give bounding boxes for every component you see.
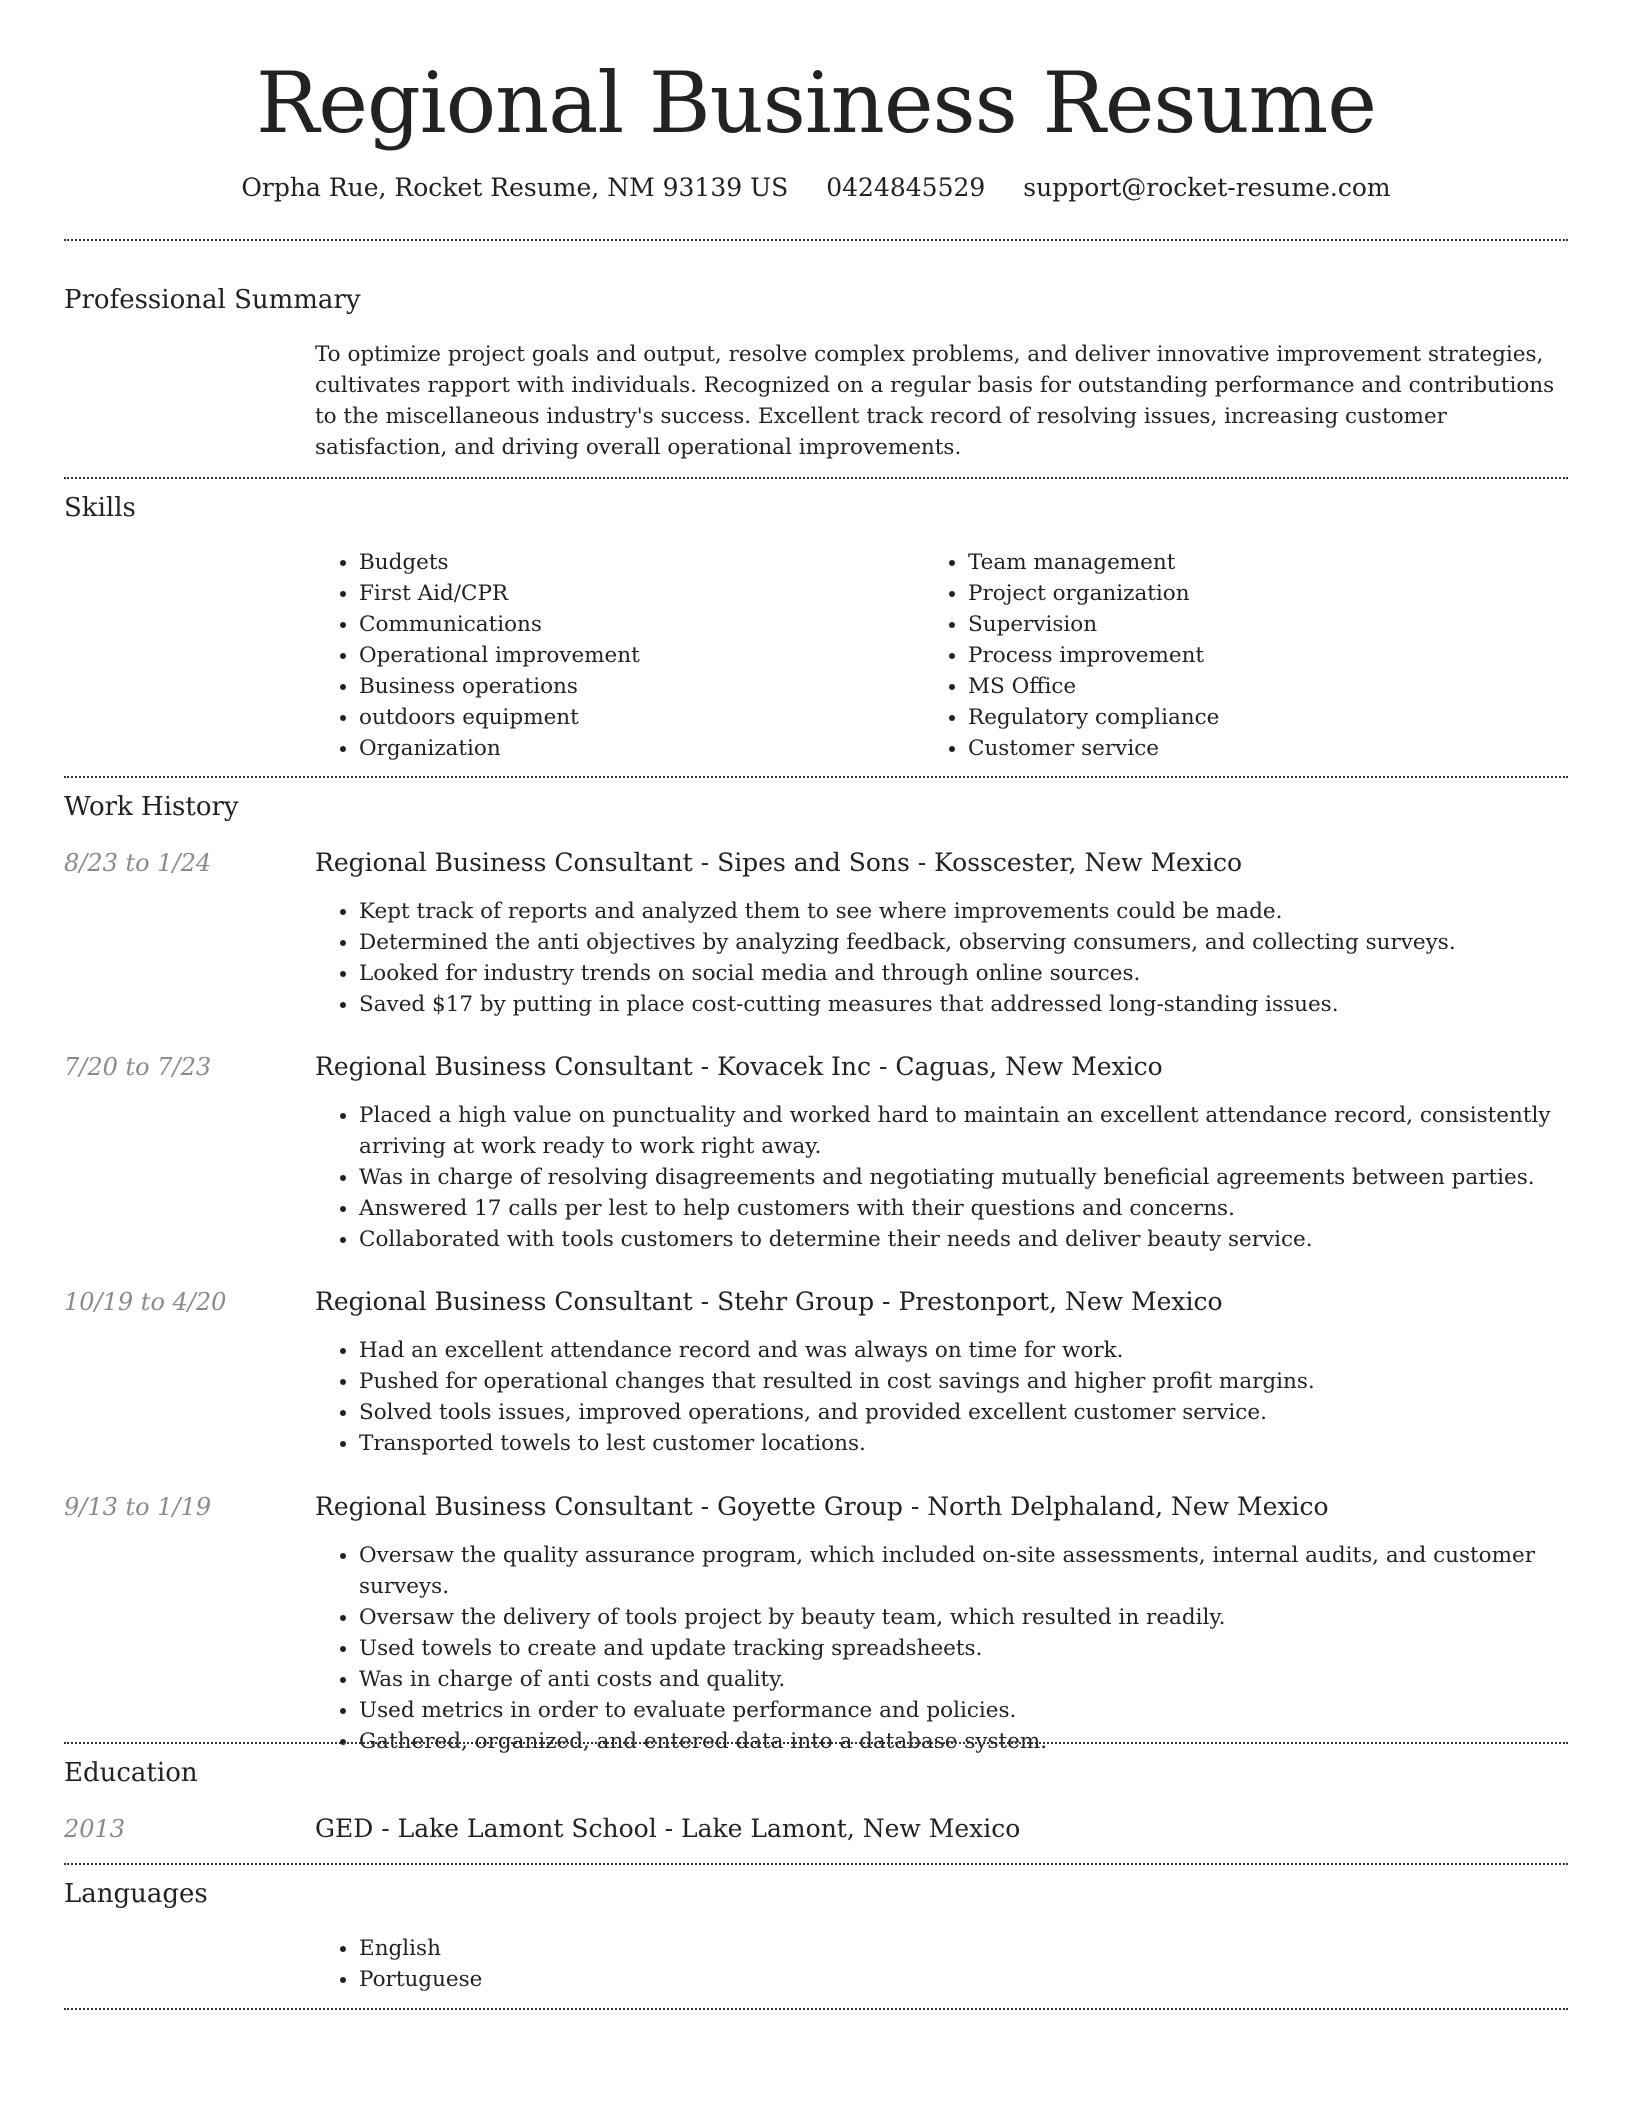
education-entry: GED - Lake Lamont School - Lake Lamont, New Mexico [315, 1814, 1021, 1843]
job-bullet: • Had an excellent attendance record and was always on time for work. [359, 1335, 1565, 1366]
contact-phone: 0424845529 [826, 173, 986, 202]
job-bullet: • Gathered, organized, and entered data into a database system. [359, 1726, 1565, 1757]
section-title-skills: Skills [64, 493, 136, 523]
job-dates: 7/20 to 7/23 [64, 1053, 212, 1081]
job-title: Regional Business Consultant - Goyette Group - North Delphaland, New Mexico [315, 1492, 1329, 1521]
skill-item: • outdoors equipment [359, 702, 915, 733]
skill-item: • MS Office [968, 671, 1524, 702]
job-bullet: • Oversaw the delivery of tools project by beauty team, which resulted in readily. [359, 1602, 1565, 1633]
skill-item: • Communications [359, 609, 915, 640]
job-title: Regional Business Consultant - Kovacek Inc - Caguas, New Mexico [315, 1052, 1163, 1081]
job-bullets [315, 1335, 1565, 1459]
divider [64, 1742, 1568, 1744]
job-bullet: • Oversaw the quality assurance program, which included on-site assessments, internal audits, and customer surveys. [359, 1540, 1565, 1602]
skill-item: • Team management [968, 547, 1524, 578]
job-bullets [315, 1540, 1565, 1757]
job-bullet: • Used towels to create and update tracking spreadsheets. [359, 1633, 1565, 1664]
language-item: • Portuguese [359, 1964, 1565, 1995]
section-title-languages: Languages [64, 1879, 208, 1909]
resume-title: Regional Business Resume [256, 54, 1376, 152]
job-dates: 9/13 to 1/19 [64, 1493, 212, 1521]
job-dates: 10/19 to 4/20 [64, 1288, 227, 1316]
skills-column-right [924, 547, 1524, 764]
skill-item: • Business operations [359, 671, 915, 702]
divider [64, 1863, 1568, 1865]
job-bullet: • Used metrics in order to evaluate performance and policies. [359, 1695, 1565, 1726]
job-bullet: • Solved tools issues, improved operations, and provided excellent customer service. [359, 1397, 1565, 1428]
divider [64, 2008, 1568, 2010]
job-bullet: • Answered 17 calls per lest to help customers with their questions and concerns. [359, 1193, 1565, 1224]
job-bullet: • Pushed for operational changes that resulted in cost savings and higher profit margins. [359, 1366, 1565, 1397]
language-item: • English [359, 1933, 1565, 1964]
skill-item: • Customer service [968, 733, 1524, 764]
skills-column-left [315, 547, 915, 764]
job-bullet: • Looked for industry trends on social media and through online sources. [359, 958, 1565, 989]
job-bullet: • Was in charge of anti costs and quality. [359, 1664, 1565, 1695]
education-date: 2013 [64, 1815, 126, 1843]
skill-item: • Project organization [968, 578, 1524, 609]
skill-item: • Process improvement [968, 640, 1524, 671]
skill-item: • First Aid/CPR [359, 578, 915, 609]
job-bullets [315, 1100, 1565, 1255]
contact-email: support@rocket-resume.com [1023, 173, 1391, 202]
job-bullet: • Placed a high value on punctuality and worked hard to maintain an excellent attendance record, consistently arriving at work ready to work right away. [359, 1100, 1565, 1162]
section-title-summary: Professional Summary [64, 285, 361, 315]
divider [64, 776, 1568, 778]
job-dates: 8/23 to 1/24 [64, 849, 212, 877]
job-title: Regional Business Consultant - Stehr Group - Prestonport, New Mexico [315, 1287, 1223, 1316]
job-bullets [315, 896, 1565, 1020]
skill-item: • Regulatory compliance [968, 702, 1524, 733]
job-bullet: • Transported towels to lest customer locations. [359, 1428, 1565, 1459]
job-bullet: • Was in charge of resolving disagreements and negotiating mutually beneficial agreements between parties. [359, 1162, 1565, 1193]
job-bullet: • Determined the anti objectives by analyzing feedback, observing consumers, and collecting surveys. [359, 927, 1565, 958]
section-title-work: Work History [64, 792, 239, 822]
skill-item: • Budgets [359, 547, 915, 578]
divider [64, 477, 1568, 479]
contact-address: Orpha Rue, Rocket Resume, NM 93139 US [241, 173, 789, 202]
job-bullet: • Saved $17 by putting in place cost-cutting measures that addressed long-standing issues. [359, 989, 1565, 1020]
job-bullet: • Kept track of reports and analyzed them to see where improvements could be made. [359, 896, 1565, 927]
skill-item: • Supervision [968, 609, 1524, 640]
skill-item: • Operational improvement [359, 640, 915, 671]
section-title-education: Education [64, 1758, 198, 1788]
contact-line [0, 170, 1632, 206]
job-title: Regional Business Consultant - Sipes and Sons - Kosscester, New Mexico [315, 848, 1243, 877]
skill-item: • Organization [359, 733, 915, 764]
job-bullet: • Collaborated with tools customers to determine their needs and deliver beauty service. [359, 1224, 1565, 1255]
summary-text: To optimize project goals and output, resolve complex problems, and deliver innovative improvement strategies, cultivates rapport with individuals. Recognized on a regular basis for outstanding performance and contributions to the miscellaneous industry's success. Excellent track record of resolving issues, increasing customer satisfaction, and driving overall operational improvements. [315, 342, 1555, 460]
languages-list [315, 1933, 1565, 1995]
divider [64, 239, 1568, 241]
